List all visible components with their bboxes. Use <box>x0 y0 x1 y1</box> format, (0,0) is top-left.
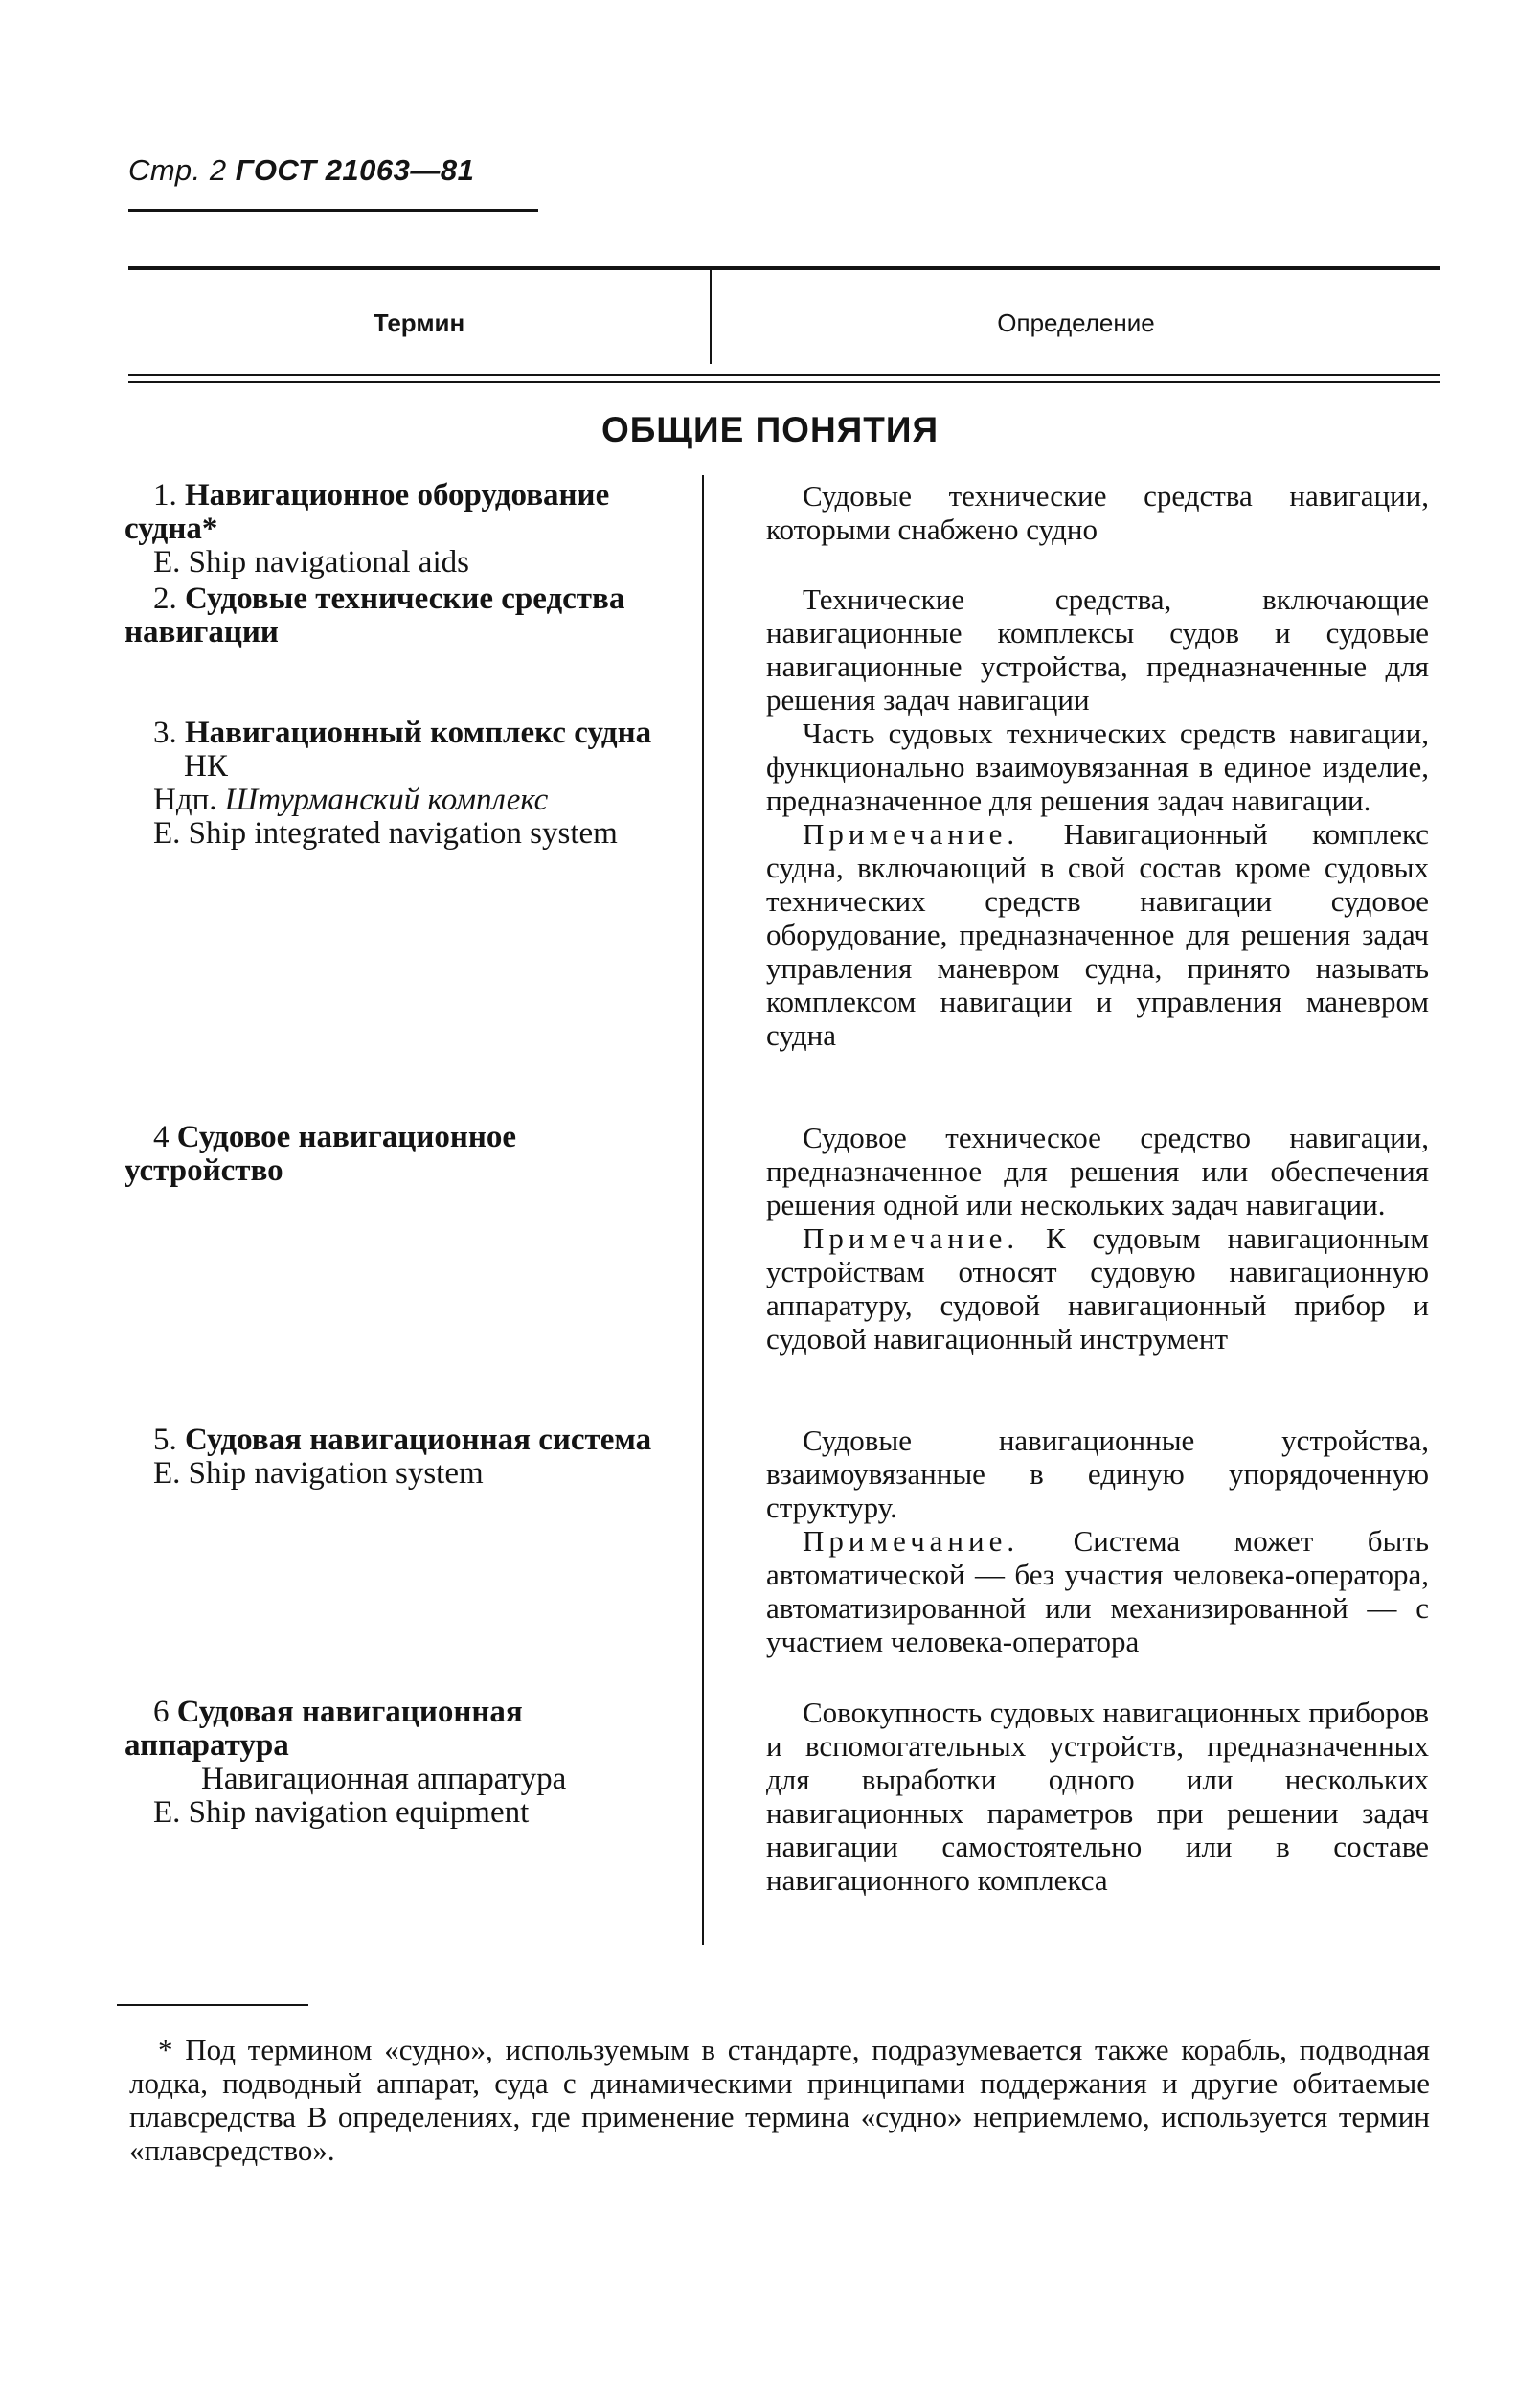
note-text: К судовым навигационным устройствам относят судовую навигационную аппаратуру, судовой навигационный прибор и судовой навигационный инструмент <box>766 1221 1429 1356</box>
definition-entry-5 <box>766 1424 1429 1658</box>
definition-text: Судовое техническое средство навигации, предназначенное для решения или обеспечения решения одной или нескольких задач навигации. <box>766 1121 1429 1221</box>
term-number: 3. <box>153 716 177 750</box>
table-top-rule <box>128 266 1440 270</box>
term-number: 4 <box>153 1120 170 1154</box>
term-entry-3 <box>125 717 682 851</box>
not-allowed-label: Ндп. <box>153 783 217 817</box>
page-number: Стр. 2 <box>128 153 227 187</box>
term-synonym: Навигационная аппаратура <box>201 1762 567 1796</box>
definition-text: Судовые технические средства навигации, которыми снабжено судно <box>766 479 1429 546</box>
term-entry-4 <box>125 1121 682 1188</box>
note-text: Навигационный комплекс судна, включающий в свой состав кроме судовых технических средств навигации судовое оборудование, предназначенное для решения задач управления маневром судна, принято называть комплексом навигации и управления маневром судна <box>766 817 1429 1052</box>
note-label: Примечание. <box>803 817 1020 851</box>
term-name: Навигационный комплекс судна <box>185 716 652 750</box>
definition-text: Часть судовых технических средств навигации, функционально взаимоувязанная в единое изделие, предназначенное для решения задач навигации. <box>766 717 1429 817</box>
term-entry-6 <box>125 1696 682 1830</box>
standard-number: ГОСТ 21063—81 <box>235 153 475 187</box>
page-header <box>128 153 474 188</box>
table-head-rule-2 <box>128 381 1440 383</box>
term-name: Судовые технические средства навигации <box>125 581 625 650</box>
term-abbreviation: НК <box>184 749 228 784</box>
term-entry-5 <box>125 1424 682 1491</box>
definition-entry-4 <box>766 1121 1429 1356</box>
term-number: 6 <box>153 1695 170 1729</box>
definition-entry-6 <box>766 1696 1429 1897</box>
definition-note <box>766 817 1429 1052</box>
term-name: Судовое навигационное устройство <box>125 1120 517 1188</box>
term-entry-1 <box>125 479 682 580</box>
column-header-definition: Определение <box>997 308 1155 337</box>
definition-text: Судовые навигационные устройства, взаимоувязанные в единую упорядоченную структуру. <box>766 1424 1429 1524</box>
term-number: 5. <box>153 1423 177 1457</box>
note-label: Примечание. <box>803 1221 1020 1255</box>
term-number: 1. <box>153 478 177 513</box>
column-header-terms: Термин <box>373 308 465 337</box>
definition-text: Совокупность судовых навигационных приборов и вспомогательных устройств, предназначенных для выработки одного или нескольких навигационных параметров при решении задач навигации самостоятельно или в составе навигационного комплекса <box>766 1696 1429 1897</box>
term-name: Судовая навигационная система <box>185 1423 652 1457</box>
definition-note <box>766 1221 1429 1356</box>
definition-entry-1 <box>766 479 1429 546</box>
header-underline <box>128 209 538 212</box>
footnote-text: * Под термином «судно», используемым в стандарте, подразумевается также корабль, подводная лодка, подводный аппарат, суда с динамическими принципами поддержания и другие обитаемые плавсредства В определениях, где применение термина «судно» неприемлемо, используется термин «плавсредство». <box>129 2033 1430 2167</box>
term-name: Навигационное оборудование судна* <box>125 478 610 546</box>
definition-text: Технические средства, включающие навигационные комплексы судов и судовые навигационные устройства, предназначенные для решения задач навигации <box>766 582 1429 717</box>
term-english: E. Ship navigation equipment <box>153 1795 530 1830</box>
footnote <box>129 2033 1430 2167</box>
note-label: Примечание. <box>803 1524 1020 1558</box>
term-english: E. Ship integrated navigation system <box>153 816 618 851</box>
column-divider <box>702 475 704 1945</box>
term-name: Судовая навигационная аппаратура <box>125 1695 523 1763</box>
footnote-rule <box>117 2004 308 2006</box>
definition-note <box>766 1524 1429 1658</box>
not-allowed-term: Штурманский комплекс <box>224 783 549 817</box>
section-title: ОБЩИЕ ПОНЯТИЯ <box>600 410 940 449</box>
table-head-rule-1 <box>128 374 1440 376</box>
term-english: E. Ship navigational aids <box>153 545 469 580</box>
term-number: 2. <box>153 581 177 616</box>
note-text: Система может быть автоматической — без участия человека-оператора, автоматизированной или механизированной — с участием человека-оператора <box>766 1524 1430 1658</box>
definition-entry-2 <box>766 582 1429 717</box>
definition-entry-3 <box>766 717 1429 1052</box>
term-english: E. Ship navigation system <box>153 1456 484 1491</box>
term-not-allowed <box>125 784 682 817</box>
term-entry-2 <box>125 582 682 650</box>
